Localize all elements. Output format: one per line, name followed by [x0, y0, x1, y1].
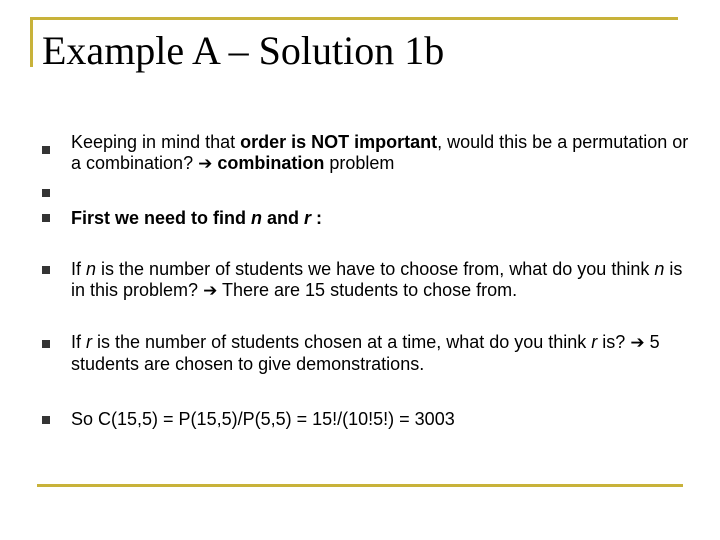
answer-combination: combination — [212, 153, 325, 173]
text-run: If — [71, 259, 87, 279]
text-run: If — [71, 332, 87, 352]
text-run: , would this be a permutation or a combination? — [71, 132, 689, 173]
variable-r: r — [304, 208, 312, 228]
text-run: : — [311, 208, 323, 228]
variable-n: n — [86, 259, 97, 279]
text-run: is the number of students chosen at a time, what do you think — [92, 332, 592, 352]
text-run: First we need to find — [71, 208, 252, 228]
bottom-rule — [37, 484, 683, 487]
text-run: is in this problem? — [71, 259, 683, 300]
variable-n: n — [654, 259, 665, 279]
text-run: 5 students are chosen to give demonstrations. — [71, 332, 660, 374]
bullet-marker — [42, 214, 50, 222]
emphasis-order-not-important: order is NOT important — [240, 132, 438, 152]
slide-title: Example A – Solution 1b — [42, 28, 445, 73]
arrow-right-icon: ➔ — [630, 333, 645, 353]
bullet-find-n-and-r — [71, 208, 691, 229]
bullet-order-question — [71, 132, 691, 175]
text-run: problem — [324, 153, 395, 173]
bullet-marker — [42, 340, 50, 348]
variable-r: r — [86, 332, 93, 352]
arrow-right-icon: ➔ — [203, 281, 218, 301]
bullet-marker — [42, 266, 50, 274]
title-frame-left-rule — [30, 17, 33, 67]
bullet-n-question — [71, 259, 686, 302]
arrow-right-icon: ➔ — [198, 154, 213, 174]
title-frame-top-rule — [30, 17, 678, 20]
bullet-marker — [42, 416, 50, 424]
text-run: There are 15 students to chose from. — [217, 280, 518, 300]
text-run: and — [262, 208, 305, 228]
text-run: Keeping in mind that — [71, 132, 241, 152]
variable-n: n — [251, 208, 263, 228]
bullet-marker-empty — [42, 189, 50, 197]
bullet-r-question — [71, 332, 686, 375]
bullet-combination-formula: So C(15,5) = P(15,5)/P(5,5) = 15!/(10!5!) = 3003 — [71, 409, 455, 429]
bullet-marker — [42, 146, 50, 154]
variable-r: r — [591, 332, 598, 352]
text-run: is? — [597, 332, 631, 352]
text-run: is the number of students we have to choose from, what do you think — [96, 259, 655, 279]
